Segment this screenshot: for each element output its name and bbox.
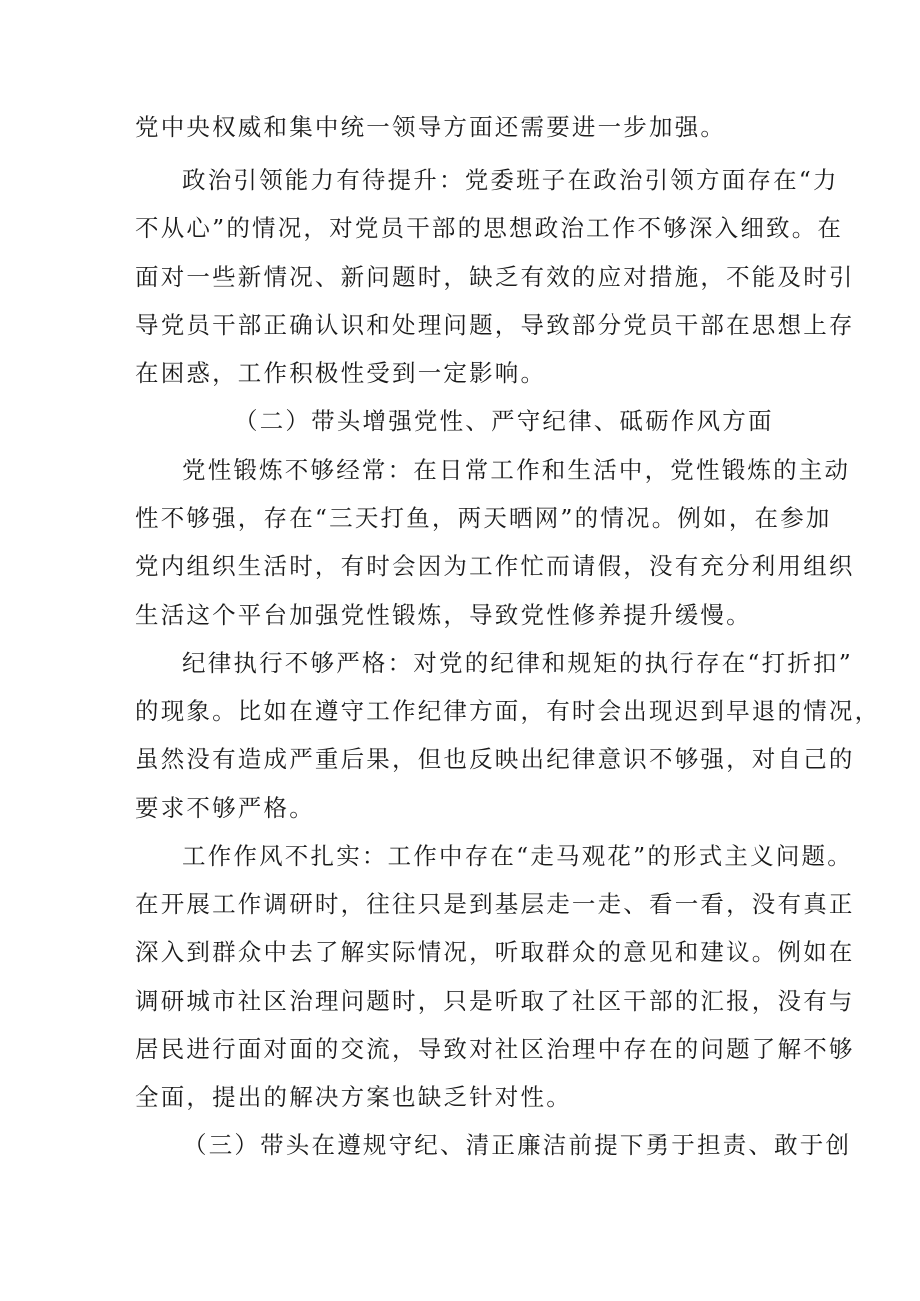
paragraph-line: 在开展工作调研时，往往只是到基层走一走、看一看，没有真正 — [135, 890, 855, 918]
paragraph-line: 居民进行面对面的交流，导致对社区治理中存在的问题了解不够 — [135, 1035, 855, 1063]
paragraph-line: 政治引领能力有待提升：党委班子在政治引领方面存在“力 — [182, 166, 839, 194]
paragraph-line: 生活这个平台加强党性锻炼，导致党性修养提升缓慢。 — [135, 601, 752, 629]
section-heading: （二）带头增强党性、严守纪律、砥砺作风方面 — [234, 407, 774, 435]
paragraph-line: 深入到群众中去了解实际情况，听取群众的意见和建议。例如在 — [135, 938, 855, 966]
paragraph-line: 要求不够严格。 — [135, 794, 315, 822]
paragraph-line: 工作作风不扎实：工作中存在“走马观花”的形式主义问题。 — [182, 842, 853, 870]
paragraph-line: 的现象。比如在遵守工作纪律方面，有时会出现迟到早退的情况， — [135, 697, 881, 725]
paragraph-line: 调研城市社区治理问题时，只是听取了社区干部的汇报，没有与 — [135, 987, 855, 1015]
paragraph-line: 纪律执行不够严格：对党的纪律和规矩的执行存在“打折扣” — [182, 649, 853, 677]
paragraph-line: 党中央权威和集中统一领导方面还需要进一步加强。 — [135, 113, 727, 141]
paragraph-line: 在困惑，工作积极性受到一定影响。 — [135, 359, 547, 387]
section-heading: （三）带头在遵规守纪、清正廉洁前提下勇于担责、敢于创 — [183, 1131, 852, 1159]
paragraph-line: 面对一些新情况、新问题时，缺乏有效的应对措施，不能及时引 — [135, 263, 855, 291]
paragraph-line: 党内组织生活时，有时会因为工作忙而请假，没有充分利用组织 — [135, 552, 855, 580]
paragraph-line: 导党员干部正确认识和处理问题，导致部分党员干部在思想上存 — [135, 311, 855, 339]
paragraph-line: 全面，提出的解决方案也缺乏针对性。 — [135, 1083, 572, 1111]
paragraph-line: 虽然没有造成严重后果，但也反映出纪律意识不够强，对自己的 — [135, 745, 855, 773]
paragraph-line: 不从心”的情况，对党员干部的思想政治工作不够深入细致。在 — [135, 214, 844, 242]
paragraph-line: 党性锻炼不够经常：在日常工作和生活中，党性锻炼的主动 — [182, 456, 851, 484]
paragraph-line: 性不够强，存在“三天打鱼，两天晒网”的情况。例如，在参加 — [135, 504, 832, 532]
